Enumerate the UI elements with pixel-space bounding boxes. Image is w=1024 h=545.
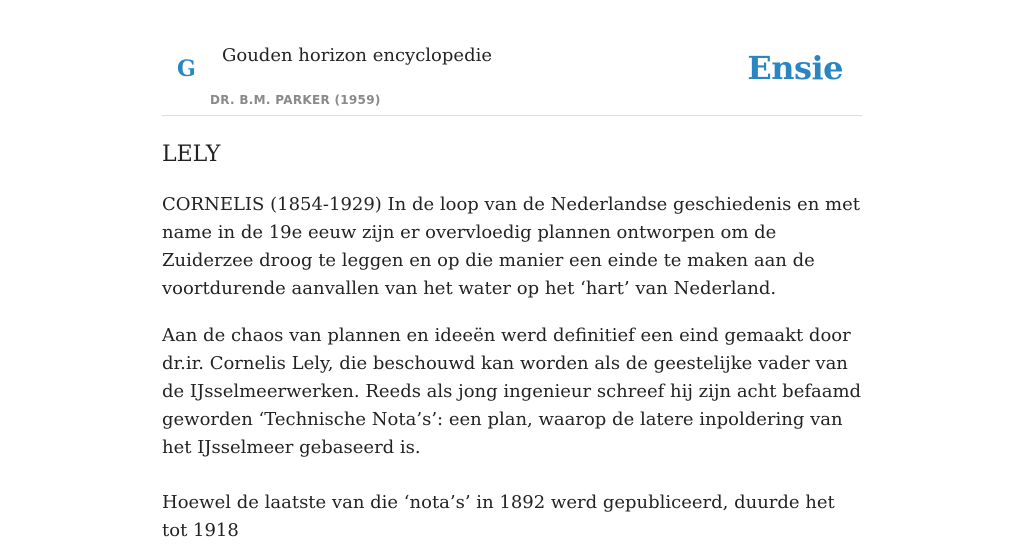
- source-header: [162, 0, 862, 116]
- source-logo[interactable]: G: [177, 56, 196, 82]
- entry-paragraph: CORNELIS (1854-1929) In de loop van de Nederlandse geschiedenis en met name in de 19e eeuw zijn er overvloedig plannen ontworpen om de Zuiderzee droog te leggen en op die manier een einde te maken aan de voortdurende aanvallen van het water op het ‘hart’ van Nederland.: [162, 194, 860, 299]
- source-author: DR. B.M. PARKER (1959): [210, 93, 381, 107]
- page: [162, 0, 862, 545]
- entry-paragraph: Hoewel de laatste van die ‘nota’s’ in 1892 werd gepubliceerd, duurde het tot 1918: [162, 492, 835, 541]
- entry-paragraph: Aan de chaos van plannen en ideeën werd definitief een eind gemaakt door dr.ir. Cornelis Lely, die beschouwd kan worden als de geestelijke vader van de IJsselmeerwerken. Reeds als jong ingenieur schreef hij zijn acht befaamd geworden ‘Technische Nota’s’: een plan, waarop de latere inpoldering van het IJsselmeer gebaseerd is.: [162, 325, 862, 458]
- entry-body: [162, 191, 862, 545]
- ensie-brand-logo[interactable]: Ensie: [747, 49, 843, 87]
- source-title-link[interactable]: Gouden horizon encyclopedie: [222, 45, 492, 66]
- entry-title: LELY: [162, 142, 221, 167]
